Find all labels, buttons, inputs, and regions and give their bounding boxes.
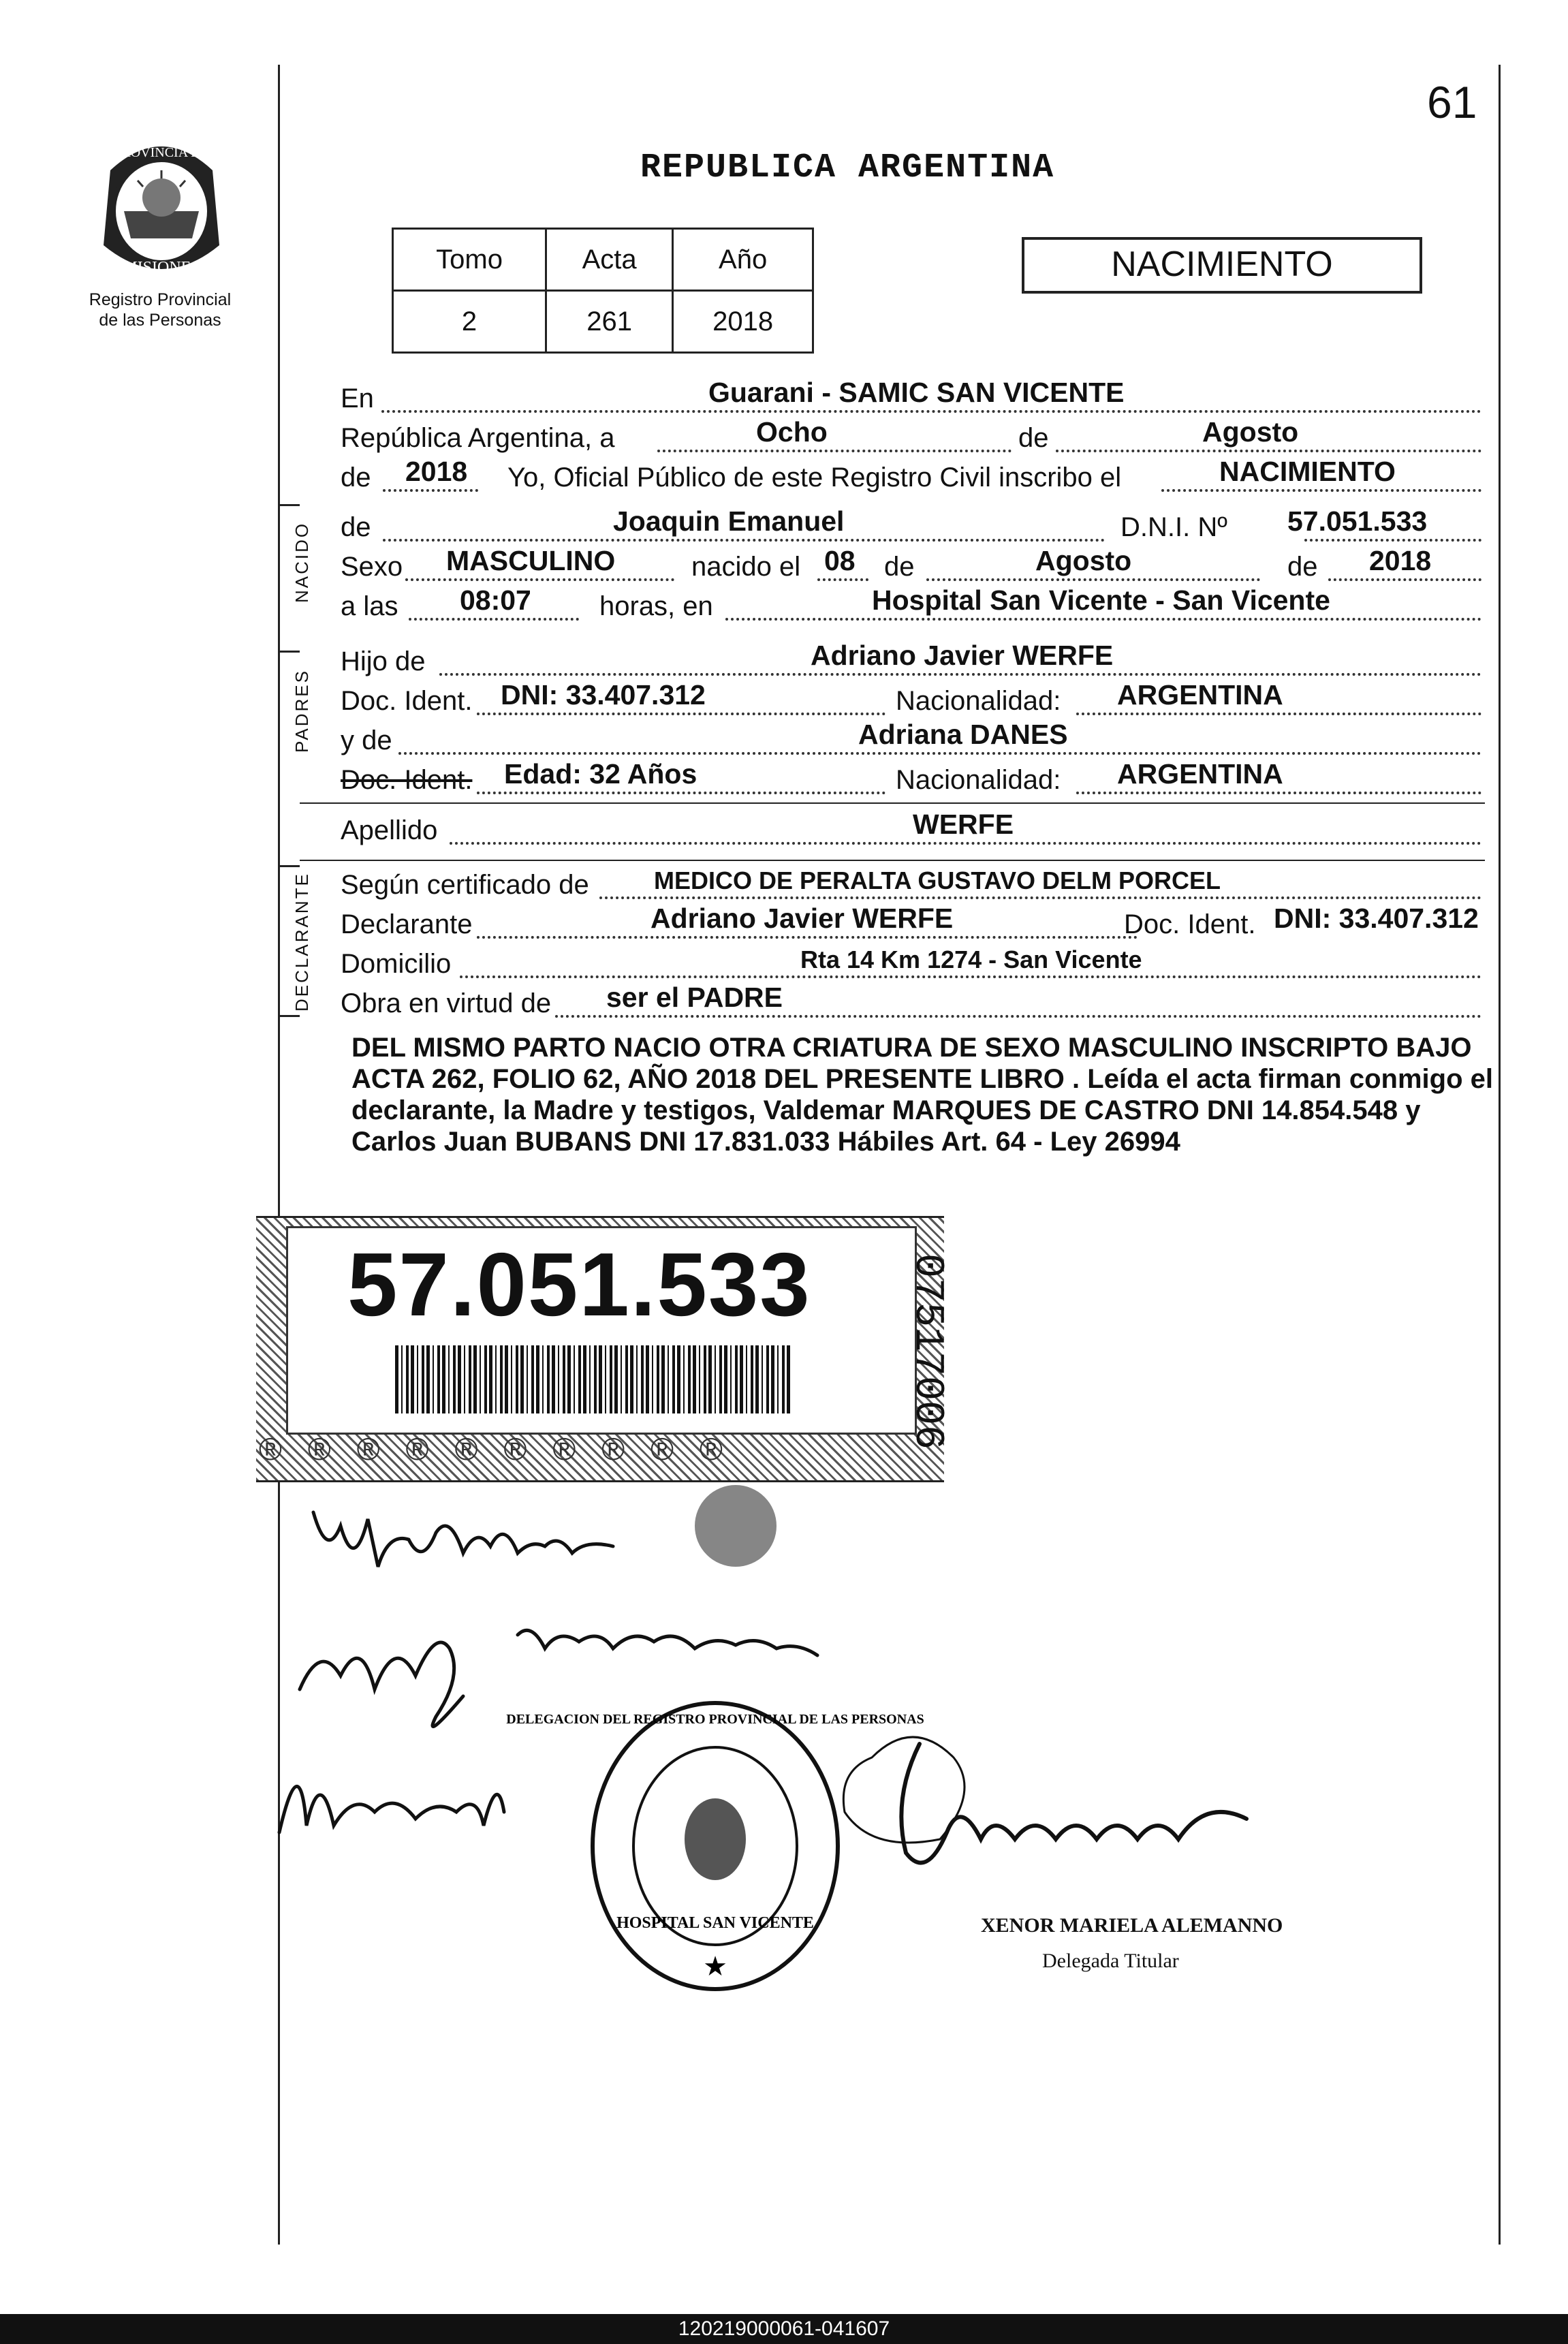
value-anio-nac: 2018 (1369, 545, 1432, 576)
row-declarante (341, 905, 1485, 944)
table-cell: 2 (393, 291, 546, 353)
row-hora (341, 584, 1485, 626)
section-tick (279, 504, 300, 506)
table-cell: 261 (546, 291, 673, 353)
table-header: Acta (546, 229, 673, 291)
table-cell: 2018 (673, 291, 813, 353)
label-domicilio: Domicilio (341, 949, 452, 979)
logo-org-line1: Registro Provincial (89, 290, 232, 309)
label-dni: D.N.I. Nº (1120, 512, 1227, 542)
province-seal-logo (83, 129, 240, 286)
value-obra: ser el PADRE (606, 982, 783, 1013)
label-de-nacido: de (341, 512, 371, 542)
logo-caption (65, 290, 255, 330)
value-padre-doc: DNI: 33.407.312 (501, 679, 706, 710)
record-type-box: NACIMIENTO (1022, 237, 1422, 294)
value-mes: Agosto (1202, 416, 1299, 448)
value-apellido: WERFE (913, 809, 1014, 840)
value-hora: 08:07 (460, 584, 531, 616)
value-declarante: Adriano Javier WERFE (650, 903, 954, 934)
label-de: de (1018, 423, 1049, 453)
value-declarante-doc: DNI: 33.407.312 (1274, 903, 1479, 934)
row-lugar (341, 379, 1485, 418)
row-fecha (341, 418, 1485, 458)
row-nombre (341, 507, 1485, 547)
row-padre-doc (341, 681, 1485, 721)
label-apellido: Apellido (341, 815, 438, 845)
value-dia-nac: 08 (824, 545, 856, 576)
seal-top-text: PROVINCIA DE (114, 145, 209, 160)
label-horas-en: horas, en (599, 591, 713, 621)
value-domicilio: Rta 14 Km 1274 - San Vicente (800, 946, 1142, 973)
row-sexo (341, 547, 1485, 587)
signatory-name: XENOR MARIELA ALEMANNO (981, 1914, 1283, 1937)
label-de2: de (341, 463, 371, 493)
stamp-inner-text: HOSPITAL SAN VICENTE (616, 1914, 814, 1932)
row-obra (341, 984, 1485, 1023)
value-padre-nac: ARGENTINA (1117, 679, 1283, 710)
label-en: En (341, 384, 374, 413)
official-signature (865, 1717, 1274, 1921)
value-madre-doc: Edad: 32 Años (504, 758, 697, 790)
value-dia-letras: Ocho (756, 416, 828, 448)
official-stamp (506, 1696, 924, 1996)
label-republica: República Argentina, a (341, 423, 615, 453)
value-lugar: Guarani - SAMIC SAN VICENTE (708, 377, 1125, 408)
signature-madre (300, 1642, 463, 1727)
id-strip-number: 57.051.533 (347, 1234, 811, 1334)
page-number: 61 (1427, 77, 1477, 127)
label-doc-ident3: Doc. Ident. (1124, 909, 1256, 939)
label-y-de: y de (341, 725, 392, 755)
row-inscripcion (341, 458, 1485, 497)
barcode (395, 1345, 790, 1413)
label-declarante: Declarante (341, 909, 473, 939)
signature-testigo (279, 1786, 504, 1832)
divider (300, 802, 1485, 804)
divider (300, 860, 1485, 861)
label-sexo: Sexo (341, 552, 403, 582)
label-obra: Obra en virtud de (341, 988, 552, 1018)
id-strip-serial: 07517006 (904, 1253, 950, 1450)
value-nombre: Joaquin Emanuel (613, 505, 845, 537)
label-doc-ident: Doc. Ident. (341, 686, 473, 716)
label-de4: de (1287, 552, 1318, 582)
section-label-nacido: NACIDO (292, 521, 312, 603)
document-footer-id: 120219000061-041607 (0, 2314, 1568, 2344)
value-anio: 2018 (405, 456, 468, 487)
section-tick (279, 651, 300, 653)
label-de3: de (884, 552, 915, 582)
fingerprint (695, 1485, 777, 1567)
signature-declarante (313, 1512, 613, 1567)
section-tick (279, 1015, 300, 1017)
label-yo-oficial: Yo, Oficial Público de este Registro Civil inscribo el (507, 463, 1122, 493)
label-hijo-de: Hijo de (341, 646, 426, 676)
value-madre-nac: ARGENTINA (1117, 758, 1283, 790)
country-title: REPUBLICA ARGENTINA (640, 149, 1055, 187)
star-icon: ★ (703, 1952, 727, 1982)
table-header: Tomo (393, 229, 546, 291)
stamp-ring-text: DELEGACION DEL REGISTRO PROVINCIAL DE LAS PERSONAS (506, 1712, 924, 1727)
signatory-title: Delegada Titular (1042, 1950, 1179, 1972)
value-lugar-nac: Hospital San Vicente - San Vicente (872, 584, 1330, 616)
label-nacionalidad: Nacionalidad: (896, 686, 1061, 716)
value-tipo: NACIMIENTO (1219, 456, 1396, 487)
register-table (392, 228, 814, 354)
value-padre: Adriano Javier WERFE (811, 640, 1114, 671)
row-apellido (341, 811, 1485, 850)
section-label-declarante: DECLARANTE (292, 872, 312, 1012)
value-certificado: MEDICO DE PERALTA GUSTAVO DELM PORCEL (654, 866, 1221, 894)
row-domicilio (341, 944, 1485, 984)
label-a-las: a las (341, 591, 398, 621)
section-tick (279, 865, 300, 867)
logo-org-line2: de las Personas (99, 311, 221, 330)
label-nacionalidad2: Nacionalidad: (896, 765, 1061, 795)
label-segun-cert: Según certificado de (341, 870, 589, 900)
table-header: Año (673, 229, 813, 291)
row-padre (341, 642, 1485, 681)
label-doc-ident2: Doc. Ident. (341, 765, 473, 795)
value-dni: 57.051.533 (1287, 505, 1428, 537)
security-pattern: ®®®®®®®®®® (259, 1431, 749, 1467)
value-madre: Adriana DANES (858, 719, 1068, 750)
label-nacido-el: nacido el (691, 552, 801, 582)
row-madre-doc (341, 760, 1485, 800)
section-label-padres: PADRES (292, 669, 312, 753)
value-mes-nac: Agosto (1035, 545, 1132, 576)
value-sexo: MASCULINO (446, 545, 616, 576)
observation-note: DEL MISMO PARTO NACIO OTRA CRIATURA DE SEXO MASCULINO INSCRIPTO BAJO ACTA 262, FOLIO 62, AÑO 2018 DEL PRESENTE LIBRO . Leída el acta firman conmigo el declarante, la Madre y testigos, Valdemar MARQUES DE CASTRO DNI 14.854.548 y Carlos Juan BUBANS DNI 17.831.033 Hábiles Art. 64 - Ley 26994 (351, 1033, 1493, 1157)
seal-bottom-text: MISIONES (123, 259, 200, 277)
row-certificado (341, 865, 1485, 905)
row-madre (341, 721, 1485, 760)
